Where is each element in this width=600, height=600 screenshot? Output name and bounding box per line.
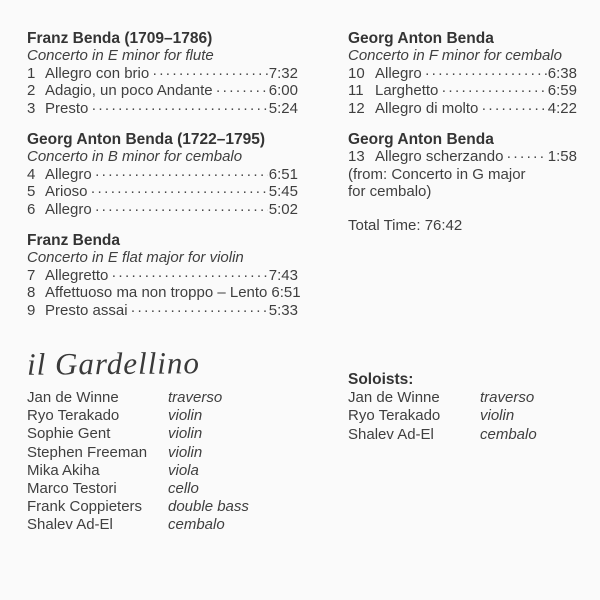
track-number: 2 — [27, 82, 36, 100]
track-time: 6:51 — [268, 165, 298, 183]
track-time: 1:58 — [547, 148, 577, 166]
dot-leader — [216, 82, 268, 99]
track-row — [27, 100, 298, 117]
work-section — [27, 232, 301, 319]
track-time: 5:45 — [268, 183, 298, 201]
track-number: 1 — [27, 64, 36, 82]
soloist-role: violin — [480, 407, 515, 425]
dot-leader — [441, 82, 546, 99]
tracklist-left-column — [27, 30, 301, 319]
track-row — [27, 302, 298, 319]
track-title: Larghetto — [375, 82, 439, 100]
track-row — [27, 284, 301, 302]
ensemble-logo: il Gardellino — [26, 345, 201, 382]
member-name: Jan de Winne — [27, 389, 119, 406]
dot-leader — [95, 201, 268, 218]
member-row — [27, 498, 317, 516]
dot-leader — [111, 267, 267, 284]
track-title: Allegro con brio — [45, 64, 150, 82]
member-name: Frank Coppieters — [27, 498, 143, 516]
soloist-role: traverso — [480, 389, 535, 407]
work-section — [27, 131, 298, 218]
soloist-name: Ryo Terakado — [348, 407, 441, 425]
track-title: Allegro — [45, 200, 92, 218]
tracklist-right-column — [348, 30, 577, 234]
track-title: Allegro di molto — [375, 99, 479, 117]
work-title: Concerto in F minor for cembalo — [348, 47, 562, 65]
member-name: Ryo Terakado — [27, 407, 120, 425]
dot-leader — [131, 302, 268, 319]
member-role: violin — [168, 425, 203, 443]
dot-leader — [91, 100, 267, 117]
work-title: Concerto in E flat major for violin — [27, 249, 244, 267]
member-row — [27, 516, 317, 534]
member-role: violin — [168, 407, 203, 425]
dot-leader — [91, 183, 268, 200]
member-row — [27, 425, 317, 443]
track-time: 6:51 — [271, 284, 301, 302]
member-role: cembalo — [168, 516, 225, 534]
member-name: Stephen Freeman — [27, 443, 148, 461]
composer-name: Georg Anton Benda — [348, 30, 494, 47]
member-row — [27, 444, 317, 462]
track-row — [348, 100, 577, 117]
soloists-list — [348, 371, 588, 444]
track-title: Allegro scherzando — [375, 148, 504, 166]
track-time: 5:33 — [268, 301, 298, 319]
track-number: 5 — [27, 183, 36, 201]
track-row — [348, 148, 577, 165]
track-title: Allegro — [375, 64, 422, 82]
track-number: 9 — [27, 301, 36, 319]
member-row — [27, 407, 317, 425]
soloist-name: Shalev Ad-El — [348, 425, 434, 443]
dot-leader — [95, 166, 268, 183]
composer-name: Franz Benda (1709–1786) — [27, 30, 213, 47]
work-section — [348, 131, 577, 201]
work-origin-note: for cembalo) — [348, 183, 432, 201]
track-row — [27, 201, 298, 218]
work-origin-note: (from: Concerto in G major — [348, 165, 526, 183]
track-title: Arioso — [45, 183, 88, 201]
composer-name: Franz Benda — [27, 232, 121, 250]
soloists-heading: Soloists: — [348, 371, 414, 388]
soloist-row — [348, 426, 588, 444]
member-name: Sophie Gent — [27, 425, 111, 443]
work-section — [348, 30, 577, 117]
track-time: 4:22 — [547, 99, 577, 117]
track-time: 7:43 — [268, 266, 298, 284]
member-name: Marco Testori — [27, 480, 117, 498]
member-row — [27, 480, 317, 498]
track-number: 10 — [348, 64, 365, 82]
soloist-name: Jan de Winne — [348, 389, 440, 407]
track-row — [348, 82, 577, 99]
composer-name: Georg Anton Benda (1722–1795) — [27, 131, 266, 149]
member-role: traverso — [168, 389, 223, 406]
track-number: 6 — [27, 200, 36, 218]
track-number: 4 — [27, 165, 36, 183]
soloist-row — [348, 389, 588, 407]
track-title: Presto assai — [45, 301, 128, 319]
track-title: Adagio, un poco Andante — [45, 82, 213, 100]
member-name: Mika Akiha — [27, 461, 100, 479]
track-row — [27, 267, 298, 284]
dot-leader — [506, 148, 546, 165]
track-title: Allegretto — [45, 266, 109, 284]
track-row — [27, 65, 298, 82]
member-role: cello — [168, 480, 199, 498]
member-name: Shalev Ad-El — [27, 516, 113, 534]
work-section — [27, 30, 298, 117]
track-time: 6:38 — [547, 64, 577, 82]
dot-leader — [152, 65, 268, 82]
member-role: double bass — [168, 498, 249, 516]
member-row — [27, 389, 317, 407]
work-title: Concerto in E minor for flute — [27, 47, 214, 65]
track-time: 6:00 — [268, 82, 298, 100]
ensemble-member-list — [27, 389, 317, 535]
track-number: 12 — [348, 99, 365, 117]
track-title: Affettuoso ma non troppo – Lento — [45, 284, 268, 302]
track-row — [27, 82, 298, 99]
total-time: Total Time: 76:42 — [348, 216, 463, 234]
track-time: 5:02 — [268, 200, 298, 218]
track-time: 6:59 — [547, 82, 577, 100]
member-row — [27, 462, 317, 480]
member-role: violin — [168, 443, 203, 461]
work-title: Concerto in B minor for cembalo — [27, 148, 243, 166]
track-row — [348, 65, 577, 82]
track-number: 13 — [348, 148, 365, 166]
composer-name: Georg Anton Benda — [348, 131, 494, 149]
member-role: viola — [168, 461, 199, 479]
track-row — [27, 183, 298, 200]
track-number: 11 — [348, 82, 364, 100]
track-time: 5:24 — [268, 99, 298, 117]
soloist-row — [348, 407, 588, 425]
soloist-role: cembalo — [480, 425, 537, 443]
track-title: Presto — [45, 99, 89, 117]
dot-leader — [425, 65, 547, 82]
track-row — [27, 166, 298, 183]
track-number: 8 — [27, 284, 36, 302]
track-number: 7 — [27, 266, 36, 284]
track-time: 7:32 — [268, 64, 298, 82]
track-number: 3 — [27, 99, 36, 117]
dot-leader — [481, 100, 546, 117]
track-title: Allegro — [45, 165, 92, 183]
